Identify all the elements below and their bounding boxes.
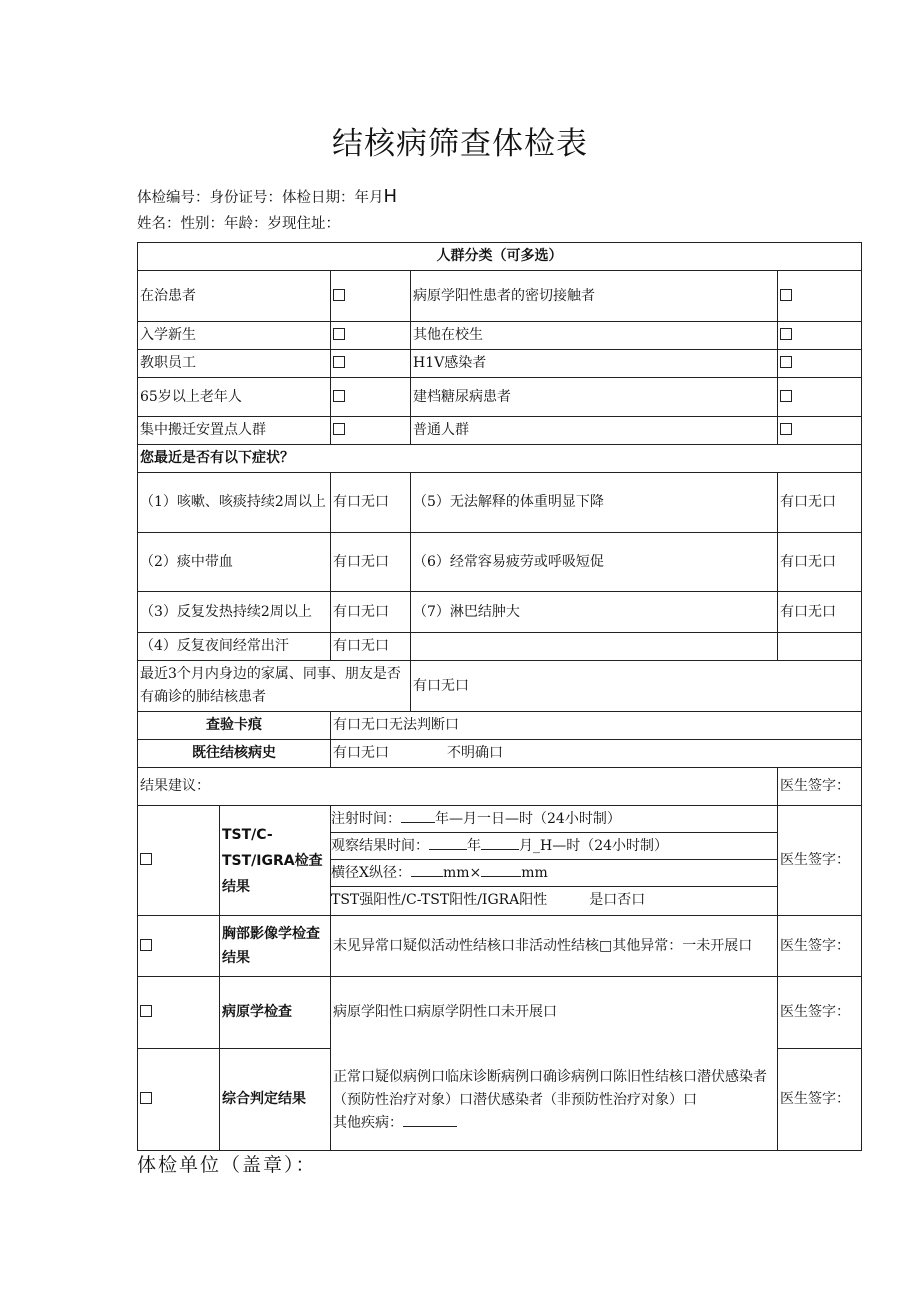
tst-details [331,806,778,916]
tst-doctor-sign: 医生签字： [778,806,862,916]
group-left-label: 在治患者 [138,271,331,322]
overall-options: 正常口疑似病例口临床诊断病例口确诊病例口陈旧性结核口潜伏感染者（预防性治疗对象）口潜伏感染者（非预防性治疗对象）口 [333,1068,767,1108]
symptom-2: （2）痰中带血 [138,533,331,592]
meta-line-1-tail: H [383,186,398,207]
chest-value[interactable]: 未见异常口疑似活动性结核口非活动性结核□其他异常：一未开展口 [331,916,778,977]
empty-cell [411,633,778,661]
group-left-label: 教职员工 [138,350,331,378]
symptom-1: （1）咳嗽、咳痰持续2周以上 [138,473,331,533]
group-right-checkbox[interactable] [778,322,862,350]
symptom-5-answer[interactable]: 有口无口 [778,473,862,533]
symptom-3: （3）反复发热持续2周以上 [138,592,331,633]
advice-doctor-sign: 医生签字： [778,768,862,806]
group-left-checkbox[interactable] [331,350,411,378]
symptom-4: （4）反复夜间经常出汗 [138,633,331,661]
symptom-4-answer[interactable]: 有口无口 [331,633,411,661]
tst-checkbox[interactable] [138,806,220,916]
group-right-label: 建档糖尿病患者 [411,378,778,417]
group-left-label: 集中搬迁安置点人群 [138,417,331,445]
meta-line-2: 姓名：性别：年龄：岁现住址： [137,216,340,232]
group-right-label: 其他在校生 [411,322,778,350]
contact-answer[interactable]: 有口无口 [411,661,862,712]
symptom-2-answer[interactable]: 有口无口 [331,533,411,592]
group-left-checkbox[interactable] [331,271,411,322]
pathogen-label: 病原学检查 [220,977,331,1049]
screening-table [137,242,862,1151]
pathogen-value[interactable]: 病原学阳性口病原学阴性口未开展口 [331,977,778,1049]
group-left-label: 65岁以上老年人 [138,378,331,417]
symptoms-header: 您最近是否有以下症状？ [138,445,862,473]
overall-label: 综合判定结果 [220,1049,331,1151]
scar-value[interactable]: 有口无口无法判断口 [331,712,862,740]
symptom-5: （5）无法解释的体重明显下降 [411,473,778,533]
meta-line-1 [137,186,397,207]
tst-observe: 观察结果时间： 年 月_H—时（24小时制） [331,833,777,860]
group-left-label: 入学新生 [138,322,331,350]
symptom-1-answer[interactable]: 有口无口 [331,473,411,533]
symptom-6-answer[interactable]: 有口无口 [778,533,862,592]
group-right-label: H1V感染者 [411,350,778,378]
scar-label: 查验卡痕 [138,712,331,740]
tst-label: TST/C-TST/IGRA检查结果 [220,806,331,916]
history-value-b: 不明确口 [447,745,503,761]
tst-result: TST强阳性/C-TST阳性/IGRA阳性 是口否口 [331,892,646,908]
tst-inject: 注射时间： 年—月一日—时（24小时制） [331,806,777,833]
group-right-label: 病原学阳性患者的密切接触者 [411,271,778,322]
chest-doctor-sign: 医生签字： [778,916,862,977]
history-value-a: 有口无口 [333,745,389,761]
group-right-checkbox[interactable] [778,350,862,378]
symptom-3-answer[interactable]: 有口无口 [331,592,411,633]
group-left-checkbox[interactable] [331,322,411,350]
history-value[interactable] [331,740,862,768]
meta-line-1-text: 体检编号：身份证号：体检日期：年月 [137,190,384,206]
pathogen-doctor-sign: 医生签字： [778,977,862,1049]
symptom-6: （6）经常容易疲劳或呼吸短促 [411,533,778,592]
contact-question: 最近3个月内身边的家属、同事、朋友是否有确诊的肺结核患者 [138,661,411,712]
advice-label: 结果建议： [138,768,778,806]
group-right-checkbox[interactable] [778,378,862,417]
overall-doctor-sign: 医生签字： [778,1049,862,1151]
group-right-checkbox[interactable] [778,417,862,445]
overall-other: 其他疾病： [333,1112,775,1135]
footer-org-stamp: 体检单位（盖章）： [137,1154,317,1176]
group-header: 人群分类（可多选） [138,243,862,271]
history-label: 既往结核病史 [138,740,331,768]
page-title: 结核病筛查体检表 [332,126,588,162]
group-left-checkbox[interactable] [331,378,411,417]
symptom-7-answer[interactable]: 有口无口 [778,592,862,633]
group-right-checkbox[interactable] [778,271,862,322]
group-right-label: 普通人群 [411,417,778,445]
chest-label: 胸部影像学检查结果 [220,916,331,977]
chest-checkbox[interactable] [138,916,220,977]
overall-checkbox[interactable] [138,1049,220,1151]
overall-value[interactable] [331,1049,778,1151]
pathogen-checkbox[interactable] [138,977,220,1049]
empty-cell [778,633,862,661]
tst-diameter: 横径X纵径： mm× mm [331,860,777,887]
symptom-7: （7）淋巴结肿大 [411,592,778,633]
group-left-checkbox[interactable] [331,417,411,445]
